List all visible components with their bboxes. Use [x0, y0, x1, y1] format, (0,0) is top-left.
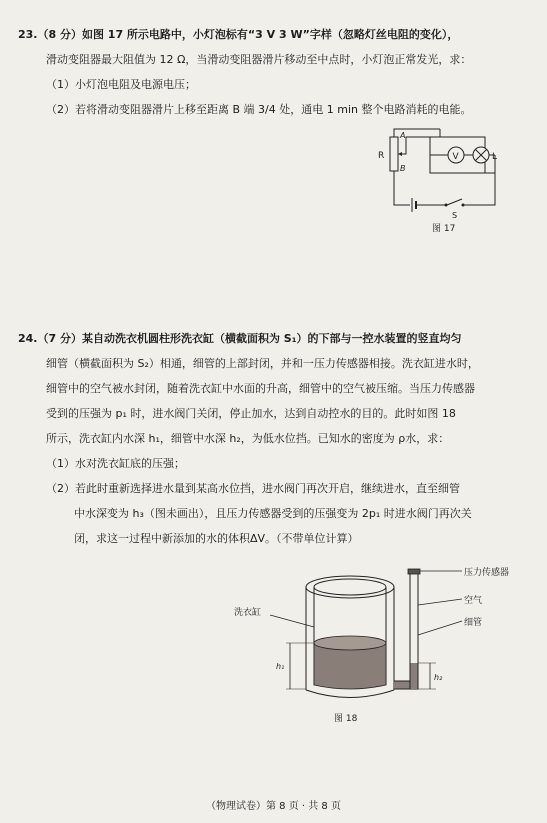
q23-sub-2: （2）若将滑动变阻器滑片上移至距离 B 端 3/4 处，通电 1 min 整个电路消耗的电能。 [46, 103, 472, 116]
q24-sub-2-line-3: 闭，求这一过程中新添加的水的体积ΔV。（不带单位计算） [74, 532, 359, 545]
q23-line-1: 23.（8 分）如图 17 所示电路中，小灯泡标有“3 V 3 W”字样（忽略灯丝电阻的变化）， [18, 28, 459, 41]
figure-18-caption: 图 18 [334, 714, 358, 724]
q23-sub-1: （1）小灯泡电阻及电源电压； [46, 78, 196, 91]
q24-sub-2-line-2: 中水深变为 h₃（图未画出），且压力传感器受到的压强变为 2p₁ 时进水阀门再次关 [74, 507, 472, 520]
q24-sub-1: （1）水对洗衣缸底的压强； [46, 457, 185, 470]
label-tub: 洗衣缸 [234, 608, 262, 618]
rheostat-label-r: R [378, 151, 385, 161]
q24-sub-2-line-1: （2）若此时重新选择进水量到某高水位挡，进水阀门再次开启，继续进水，直至细管 [46, 482, 460, 495]
switch-label: S [452, 211, 458, 220]
figure-17-circuit [370, 125, 520, 235]
voltmeter-label: V [452, 152, 459, 162]
switch-symbol [447, 199, 462, 205]
q24-line-3: 细管中的空气被水封闭，随着洗衣缸中水面的升高，细管中的空气被压缩。当压力传感器 [46, 382, 475, 395]
rheostat-label-b: B [400, 164, 406, 173]
q24-line-2: 细管（横截面积为 S₂）相通，细管的上部封闭，并和一压力传感器相接。洗衣缸进水时， [46, 357, 479, 370]
figure-17-caption: 图 17 [432, 224, 456, 234]
label-air: 空气 [464, 596, 483, 606]
wire-bottom-left [394, 171, 410, 205]
rheostat-resistor [390, 137, 398, 171]
q24-line-5: 所示，洗衣缸内水深 h₁，细管中水深 h₂，为低水位挡。已知水的密度为 ρ水，求： [46, 432, 450, 445]
label-tube: 细管 [464, 618, 483, 628]
label-h1: h₁ [276, 662, 285, 671]
page-footer: （物理试卷）第 8 页 · 共 8 页 [206, 801, 341, 812]
thin-tube-water [411, 663, 418, 689]
q24-line-4: 受到的压强为 p₁ 时，进水阀门关闭，停止加水，达到自动控水的目的。此时如图 18 [46, 407, 456, 420]
tub-top-inner [314, 579, 386, 595]
pressure-sensor [408, 569, 420, 574]
label-pressure-sensor: 压力传感器 [464, 568, 510, 578]
bleed-through [80, 170, 91, 195]
label-h2: h₂ [434, 673, 443, 682]
q23-line-2: 滑动变阻器最大阻值为 12 Ω，当滑动变阻器滑片移动至中点时，小灯泡正常发光，求： [46, 53, 472, 66]
figure-18-washer [230, 565, 530, 730]
lamp-label: L [492, 152, 498, 162]
q24-line-1: 24.（7 分）某自动洗衣机圆柱形洗衣缸（横截面积为 S₁）的下部与一控水装置的竖直均匀 [18, 332, 462, 345]
rheostat-label-a: A [400, 131, 406, 140]
